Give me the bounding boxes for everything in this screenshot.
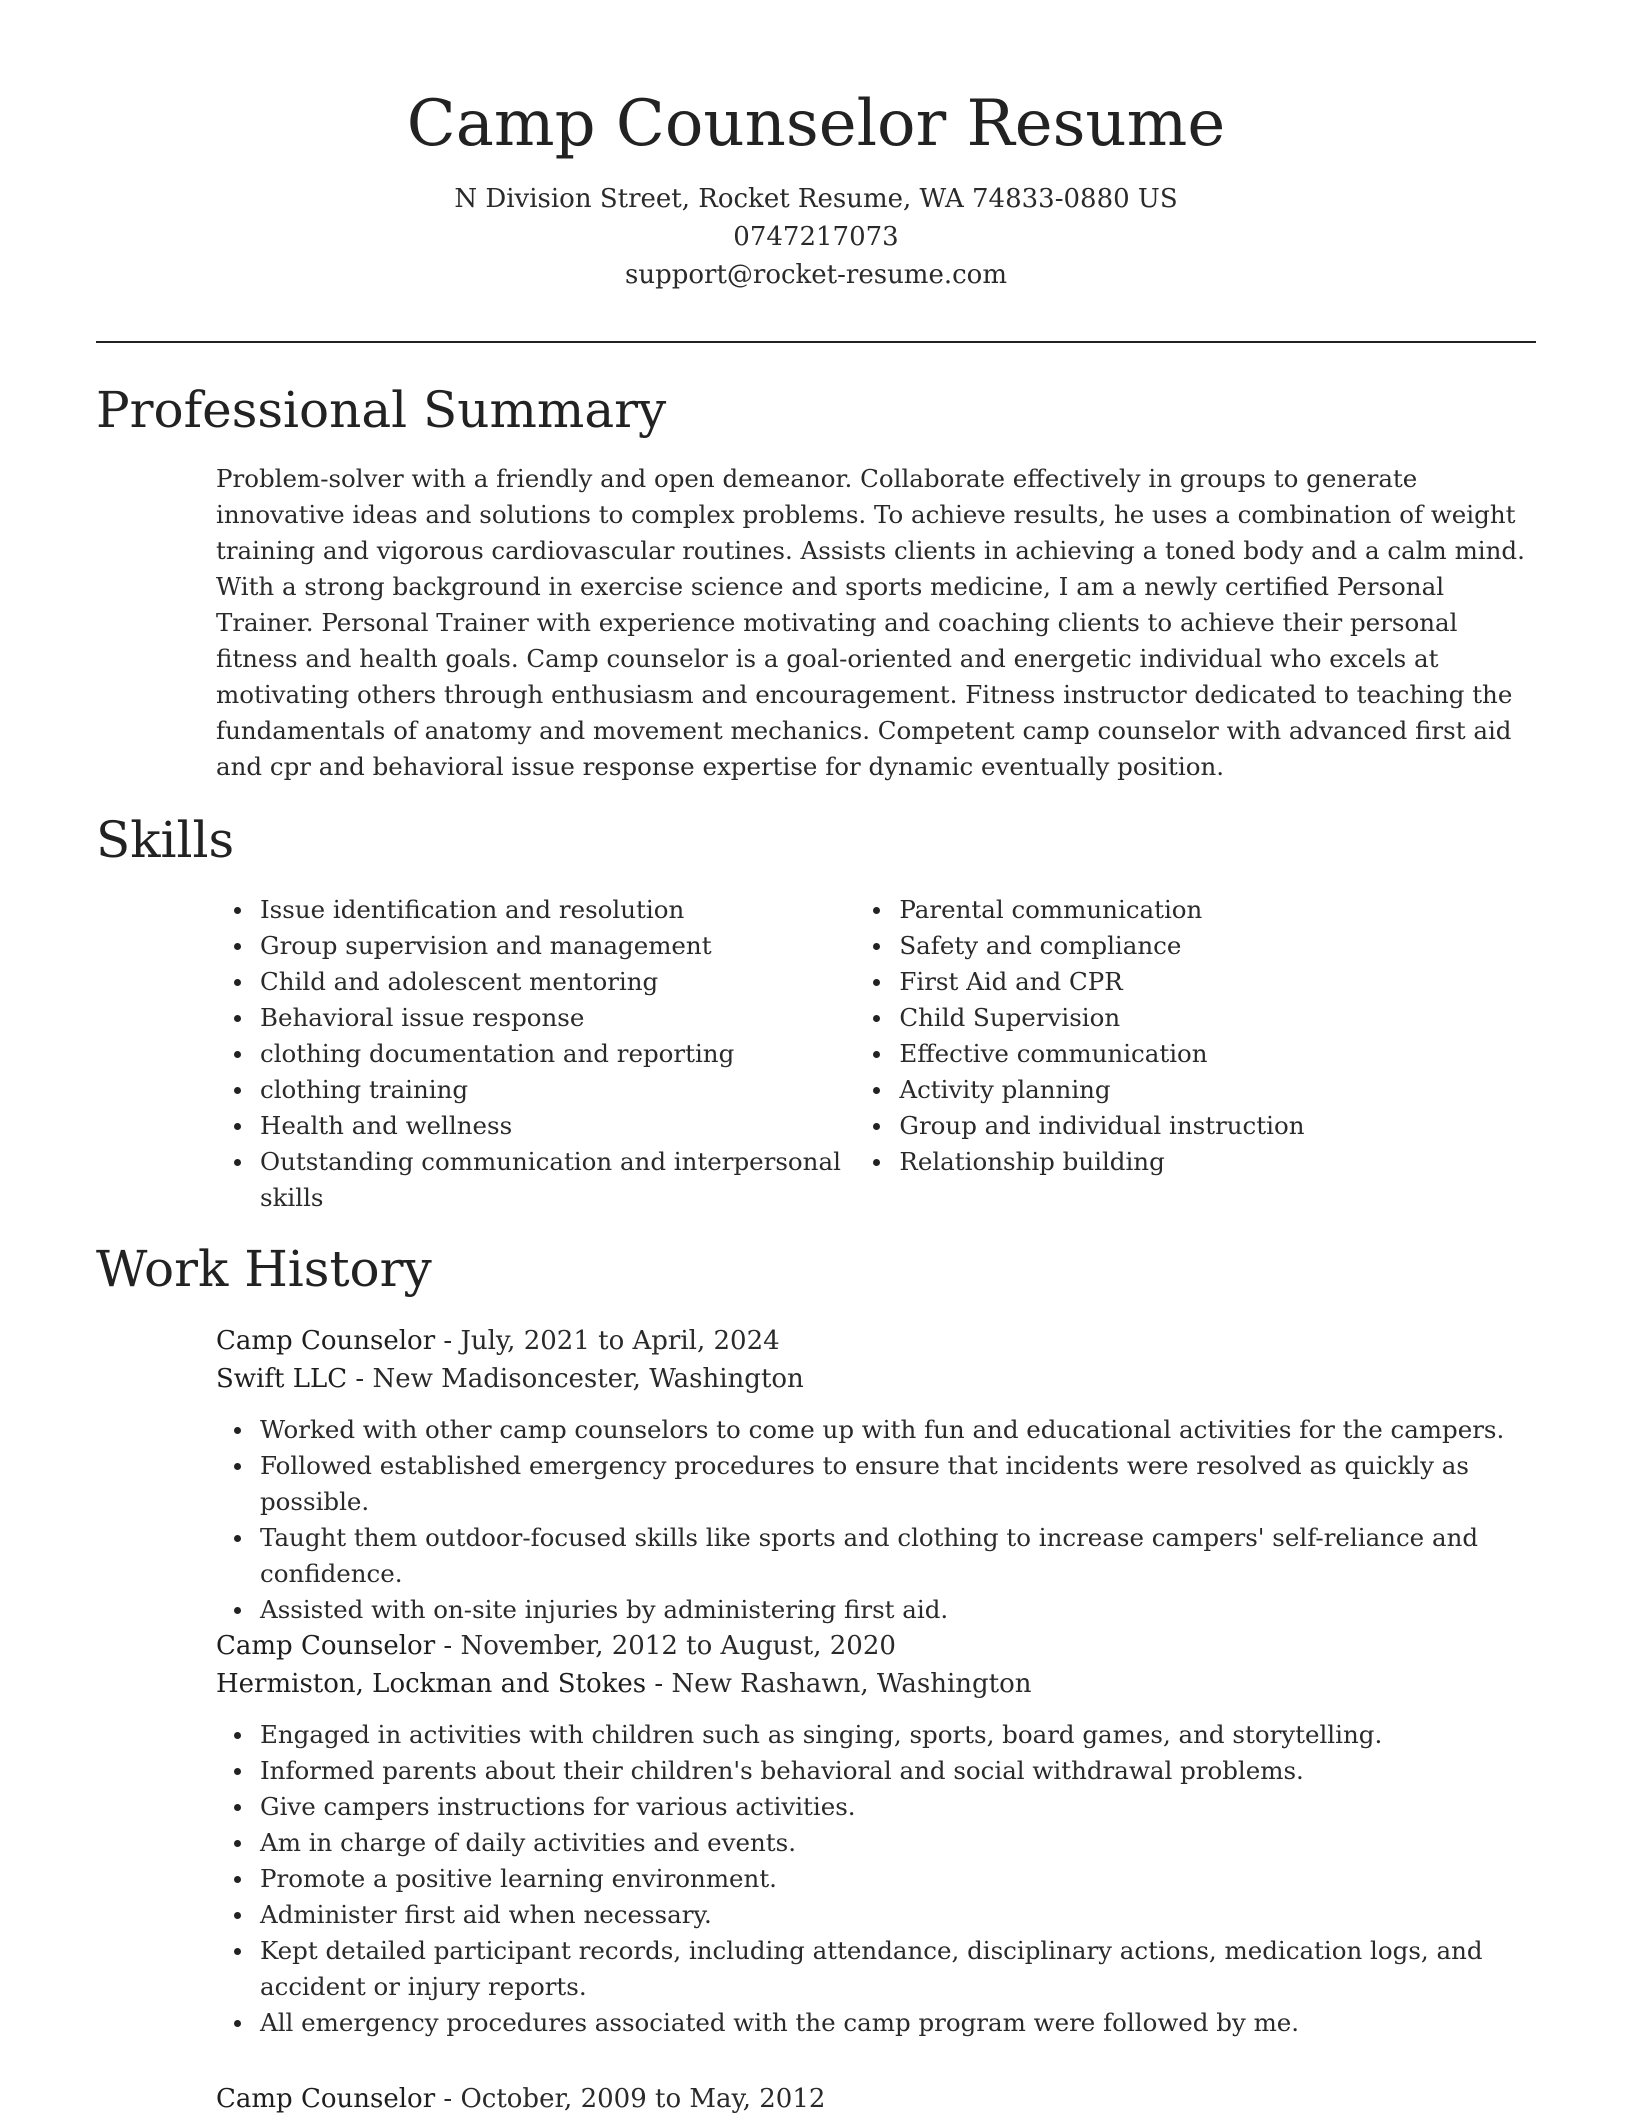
duty-item: Engaged in activities with children such as singing, sports, board games, and storytelling. xyxy=(260,1717,1538,1753)
skill-item: First Aid and CPR xyxy=(899,964,1538,1000)
duty-item: All emergency procedures associated with the camp program were followed by me. xyxy=(260,2005,1538,2041)
duty-item: Taught them outdoor-focused skills like sports and clothing to increase campers' self-reliance and confidence. xyxy=(260,1520,1538,1592)
job-company-line xyxy=(216,1665,1538,1703)
skill-item: Group supervision and management xyxy=(260,928,855,964)
contact-info xyxy=(0,180,1632,294)
work-history-heading: Work History xyxy=(96,1240,432,1298)
skill-item: Relationship building xyxy=(899,1144,1538,1180)
skills-list xyxy=(216,892,1538,1216)
duty-item: Promote a positive learning environment. xyxy=(260,1861,1538,1897)
skill-item: clothing documentation and reporting xyxy=(260,1036,855,1072)
duty-item: Followed established emergency procedures to ensure that incidents were resolved as quickly as possible. xyxy=(260,1448,1538,1520)
separator: - xyxy=(435,2084,461,2114)
duty-item: Kept detailed participant records, including attendance, disciplinary actions, medication logs, and accident or injury reports. xyxy=(260,1933,1538,2005)
skill-item: Issue identification and resolution xyxy=(260,892,855,928)
skill-item: Health and wellness xyxy=(260,1108,855,1144)
job-dates: October, 2009 to May, 2012 xyxy=(460,2084,826,2114)
separator: - xyxy=(347,1364,373,1394)
skill-item: Effective communication xyxy=(899,1036,1538,1072)
job-title-line xyxy=(216,1322,1538,1360)
summary-text: Problem-solver with a friendly and open demeanor. Collaborate effectively in groups to generate innovative ideas and solutions to complex problems. To achieve results, he uses a combination of weight training and vigorous cardiovascular routines. Assists clients in achieving a toned body and a calm mind. With a strong background in exercise science and sports medicine, I am a newly certified Personal Trainer. Personal Trainer with experience motivating and coaching clients to achieve their personal fitness and health goals. Camp counselor is a goal-oriented and energetic individual who excels at motivating others through enthusiasm and encouragement. Fitness instructor dedicated to teaching the fundamentals of anatomy and movement mechanics. Competent camp counselor with advanced first aid and cpr and behavioral issue response expertise for dynamic eventually position. xyxy=(216,464,1525,781)
job-company-line xyxy=(216,1360,1538,1398)
address: N Division Street, Rocket Resume, WA 74833-0880 US xyxy=(454,184,1178,214)
header-divider xyxy=(96,341,1536,343)
skills-column-left xyxy=(216,892,855,1216)
separator: - xyxy=(435,1326,461,1356)
skill-item: Activity planning xyxy=(899,1072,1538,1108)
skill-item: Parental communication xyxy=(899,892,1538,928)
job-company: Swift LLC xyxy=(216,1364,348,1394)
skill-item: Child and adolescent mentoring xyxy=(260,964,855,1000)
skills-heading: Skills xyxy=(96,811,235,869)
job-entry xyxy=(216,2080,1538,2118)
skills-column-right xyxy=(855,892,1538,1216)
skill-item: clothing training xyxy=(260,1072,855,1108)
duty-item: Assisted with on-site injuries by administering first aid. xyxy=(260,1592,1538,1628)
job-duties xyxy=(216,1717,1538,2041)
skill-item: Group and individual instruction xyxy=(899,1108,1538,1144)
job-title: Camp Counselor xyxy=(216,1326,436,1356)
job-duties xyxy=(216,1412,1538,1628)
job-entry xyxy=(216,1322,1538,1628)
job-title-line xyxy=(216,2080,1538,2118)
job-dates: November, 2012 to August, 2020 xyxy=(460,1631,896,1661)
duty-item: Give campers instructions for various activities. xyxy=(260,1789,1538,1825)
job-company: Hermiston, Lockman and Stokes xyxy=(216,1669,647,1699)
email[interactable]: support@rocket-resume.com xyxy=(624,260,1007,290)
job-title-line xyxy=(216,1627,1538,1665)
duty-item: Administer first aid when necessary. xyxy=(260,1897,1538,1933)
duty-item: Am in charge of daily activities and events. xyxy=(260,1825,1538,1861)
skill-item: Safety and compliance xyxy=(899,928,1538,964)
job-location: New Rashawn, Washington xyxy=(671,1669,1032,1699)
separator: - xyxy=(435,1631,461,1661)
job-title: Camp Counselor xyxy=(216,2084,436,2114)
job-entry xyxy=(216,1627,1538,2041)
phone: 0747217073 xyxy=(733,222,899,252)
resume-header xyxy=(0,82,1632,294)
skill-item: Outstanding communication and interpersonal skills xyxy=(260,1144,855,1216)
job-location: New Madisoncester, Washington xyxy=(372,1364,804,1394)
summary-heading: Professional Summary xyxy=(96,381,667,439)
skill-item: Behavioral issue response xyxy=(260,1000,855,1036)
duty-item: Worked with other camp counselors to come up with fun and educational activities for the campers. xyxy=(260,1412,1538,1448)
job-dates: July, 2021 to April, 2024 xyxy=(460,1326,780,1356)
resume-title: Camp Counselor Resume xyxy=(406,87,1226,161)
separator: - xyxy=(646,1669,672,1699)
job-title: Camp Counselor xyxy=(216,1631,436,1661)
skill-item: Child Supervision xyxy=(899,1000,1538,1036)
duty-item: Informed parents about their children's behavioral and social withdrawal problems. xyxy=(260,1753,1538,1789)
